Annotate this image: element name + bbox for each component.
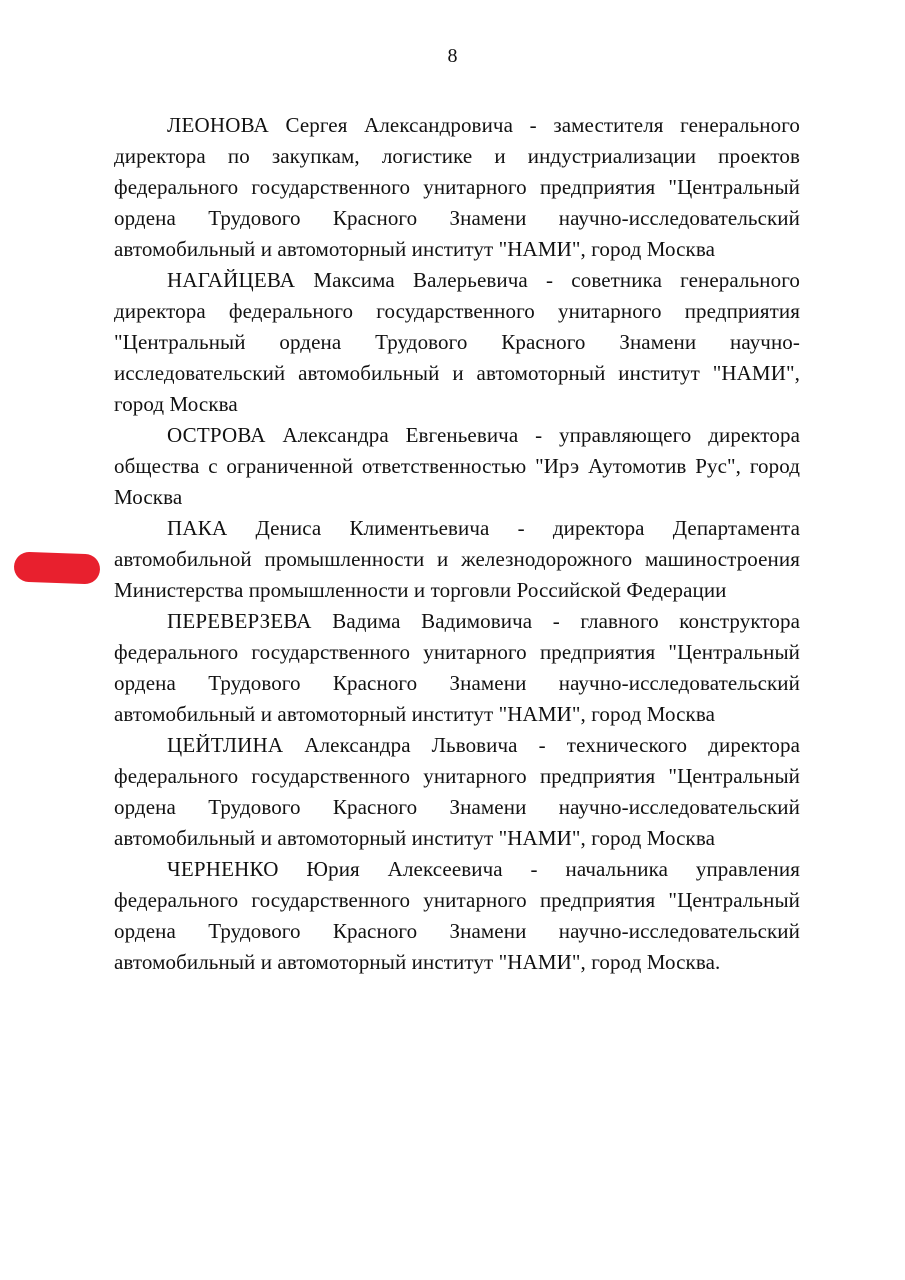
- entry-nagaytsev: [114, 265, 800, 420]
- entry-surname: ОСТРОВА: [167, 423, 266, 447]
- entries-list: [114, 110, 800, 978]
- entry-surname: ЧЕРНЕНКО: [167, 857, 279, 881]
- entry-surname: ПАКА: [167, 516, 228, 540]
- entry-text: Сергея Александровича - заместителя генерального директора по закупкам, логистике и индустриализации проектов федерального государственного унитарного предприятия "Центральный ордена Трудового Красного Знамени научно-исследовательский автомобильный и автомоторный институт "НАМИ", город Москва: [114, 113, 800, 261]
- entry-surname: ПЕРЕВЕРЗЕВА: [167, 609, 312, 633]
- entry-text: Вадима Вадимовича - главного конструктора федерального государственного унитарного предприятия "Центральный ордена Трудового Красного Знамени научно-исследовательский автомобильный и автомоторный институт "НАМИ", город Москва: [114, 609, 800, 726]
- entry-ostrov: [114, 420, 800, 513]
- entry-surname: ЛЕОНОВА: [167, 113, 269, 137]
- entry-chernenko: [114, 854, 800, 978]
- entry-pak: [114, 513, 800, 606]
- entry-leonov: [114, 110, 800, 265]
- entry-text: Дениса Климентьевича - директора Департамента автомобильной промышленности и железнодорожного машиностроения Министерства промышленности и торговли Российской Федерации: [114, 516, 800, 602]
- page-number: 8: [447, 45, 458, 67]
- entry-text: Юрия Алексеевича - начальника управления федерального государственного унитарного предприятия "Центральный ордена Трудового Красного Знамени научно-исследовательский автомобильный и автомоторный институт "НАМИ", город Москва.: [114, 857, 800, 974]
- entry-surname: ЦЕЙТЛИНА: [167, 733, 284, 757]
- entry-tseytlin: [114, 730, 800, 854]
- entry-pereverzev: [114, 606, 800, 730]
- entry-text: Максима Валерьевича - советника генерального директора федерального государственного унитарного предприятия "Центральный ордена Трудового Красного Знамени научно-исследовательский автомобильный и автомоторный институт "НАМИ", город Москва: [114, 268, 800, 416]
- red-marker-highlight: [14, 552, 101, 585]
- entry-text: Александра Евгеньевича - управляющего директора общества с ограниченной ответственностью "Ирэ Аутомотив Рус", город Москва: [114, 423, 800, 509]
- entry-surname: НАГАЙЦЕВА: [167, 268, 296, 292]
- entry-text: Александра Львовича - технического директора федерального государственного унитарного предприятия "Центральный ордена Трудового Красного Знамени научно-исследовательский автомобильный и автомоторный институт "НАМИ", город Москва: [114, 733, 800, 850]
